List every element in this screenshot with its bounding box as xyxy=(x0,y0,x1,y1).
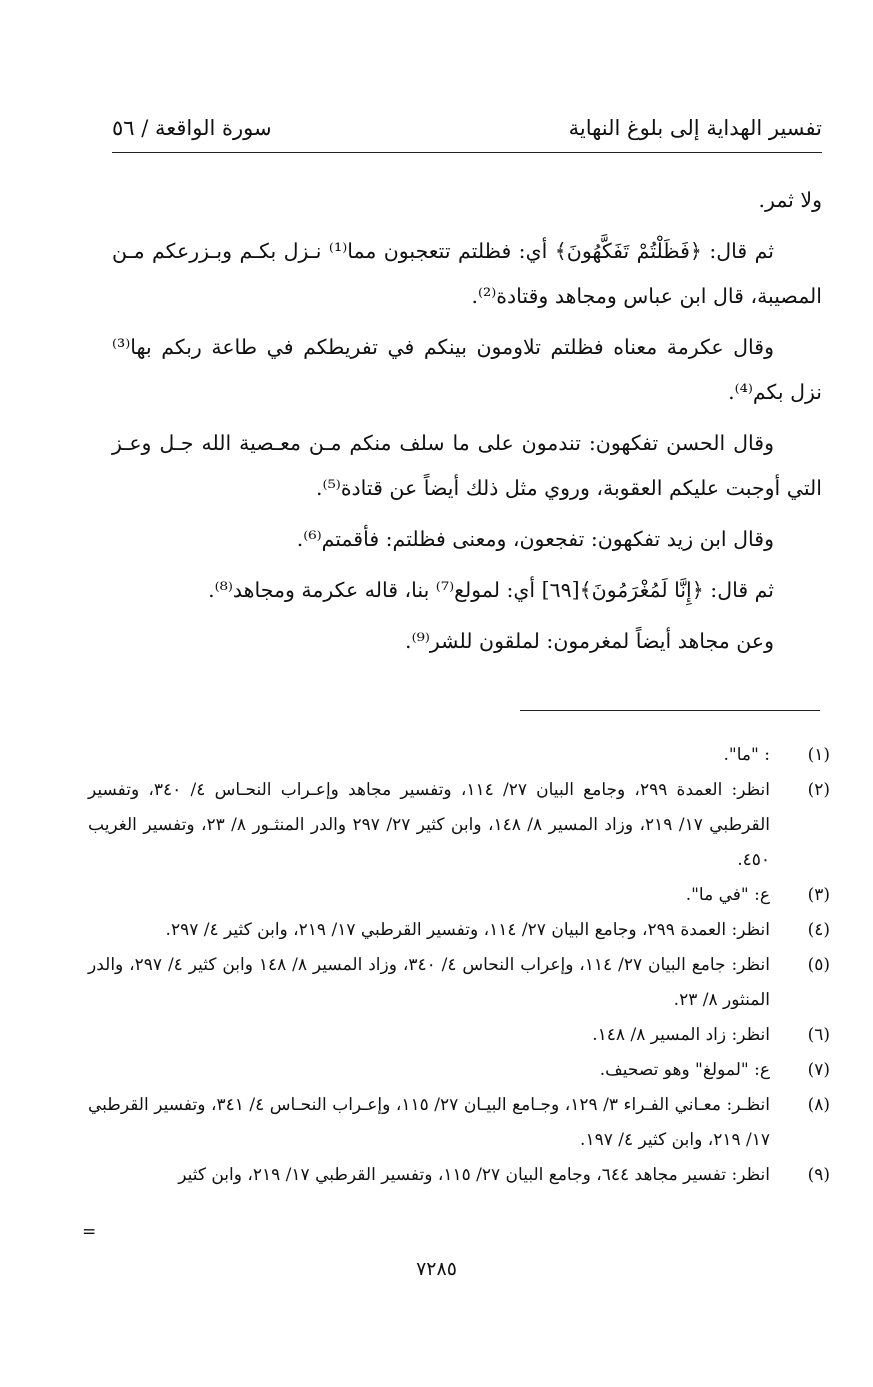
footnotes xyxy=(88,738,830,1193)
footnote xyxy=(88,1018,830,1053)
paragraph: وعن مجاهد أيضاً لمغرمون: لملقون للشر⁽⁹⁾. xyxy=(405,629,774,653)
footnote xyxy=(88,1053,830,1088)
header-rule xyxy=(112,152,822,153)
paragraph: وقال الحسن تفكهون: تندمون على ما سلف منكم مـن معـصية الله جـل وعـز التي أوجبت عليكم العقوبة، وروي مثل ذلك أيضاً عن قتادة⁽⁵⁾. xyxy=(112,431,822,500)
footnote-text: انظر: العمدة ٢٩٩، وجامع البيان ٢٧/ ١١٤، وتفسير القرطبي ١٧/ ٢١٩، وابن كثير ٤/ ٢٩٧. xyxy=(165,920,770,940)
book-title: تفسير الهداية إلى بلوغ النهاية xyxy=(568,116,822,140)
footnote-text: ع: "لمولغ" وهو تصحيف. xyxy=(599,1060,770,1080)
footnote xyxy=(88,948,830,1018)
footnote xyxy=(88,738,830,773)
paragraph: وقال عكرمة معناه فظلتم تلاومون بينكم في تفريطكم في طاعة ربكم بها⁽³⁾ نزل بكم⁽⁴⁾. xyxy=(112,335,822,404)
footnote-number: (١) xyxy=(807,745,830,765)
footnote-rule xyxy=(520,710,820,711)
footnote-text: انظر: جامع البيان ٢٧/ ١١٤، وإعراب النحاس ٤/ ٣٤٠، وزاد المسير ٨/ ١٤٨ وابن كثير ٤/ ٢٩٧، والدر المنثور ٨/ ٢٣. xyxy=(88,955,770,1010)
footnote-text: انظـر: معـاني الفـراء ٣/ ١٢٩، وجـامع البيـان ٢٧/ ١١٥، وإعـراب النحـاس ٤/ ٣٤١، وتفسير القرطبي ١٧/ ٢١٩، وابن كثير ٤/ ١٩٧. xyxy=(88,1095,770,1150)
continuation-mark: = xyxy=(82,1222,97,1242)
footnote-text: انظر: زاد المسير ٨/ ١٤٨. xyxy=(592,1025,770,1045)
paragraph: ثم قال: ﴿فَظَلْتُمْ تَفَكَّهُونَ﴾ أي: فظلتم تتعجبون مما⁽¹⁾ نـزل بكـم وبـزرعكم مـن المصيبة، قال ابن عباس ومجاهد وقتادة⁽²⁾. xyxy=(112,239,822,308)
footnote-text: : "ما". xyxy=(723,745,770,765)
footnote-number: (٤) xyxy=(807,920,830,940)
footnote xyxy=(88,913,830,948)
footnote-text: انظر: العمدة ٢٩٩، وجامع البيان ٢٧/ ١١٤، وتفسير مجاهد وإعـراب النحـاس ٤/ ٣٤٠، وتفسير القرطبي ١٧/ ٢١٩، وزاد المسير ٨/ ١٤٨، وابن كثير ٢٧/ ٢٩٧ والدر المنثـور ٨/ ٢٣، وتفسير الغريب ٤٥٠. xyxy=(88,780,771,870)
running-header xyxy=(112,108,822,148)
paragraph: ثم قال: ﴿إِنَّا لَمُغْرَمُونَ﴾[٦٩] أي: لمولع⁽⁷⁾ بنا، قاله عكرمة ومجاهد⁽⁸⁾. xyxy=(208,578,774,602)
footnote-number: (٧) xyxy=(807,1060,830,1080)
footnote-text: ع: "في ما". xyxy=(685,885,770,905)
footnote-number: (٩) xyxy=(807,1165,830,1185)
page-number: ٧٢٨٥ xyxy=(416,1258,457,1280)
footnote-number: (٦) xyxy=(807,1025,830,1045)
footnote xyxy=(88,1158,830,1193)
main-text xyxy=(112,178,822,670)
paragraph: وقال ابن زيد تفكهون: تفجعون، ومعنى فظلتم: فأقمتم⁽⁶⁾. xyxy=(296,527,774,551)
footnote-text: انظر: تفسير مجاهد ٦٤٤، وجامع البيان ٢٧/ ١١٥، وتفسير القرطبي ١٧/ ٢١٩، وابن كثير xyxy=(178,1165,770,1185)
footnote xyxy=(88,773,830,878)
footnote-number: (٢) xyxy=(807,780,830,800)
surah-page-label: سورة الواقعة / ٥٦ xyxy=(112,116,272,140)
footnote xyxy=(88,1088,830,1158)
footnote xyxy=(88,878,830,913)
footnote-number: (٣) xyxy=(807,885,830,905)
footnote-number: (٨) xyxy=(807,1095,830,1115)
paragraph: ولا ثمر. xyxy=(758,188,822,212)
footnote-number: (٥) xyxy=(807,955,830,975)
